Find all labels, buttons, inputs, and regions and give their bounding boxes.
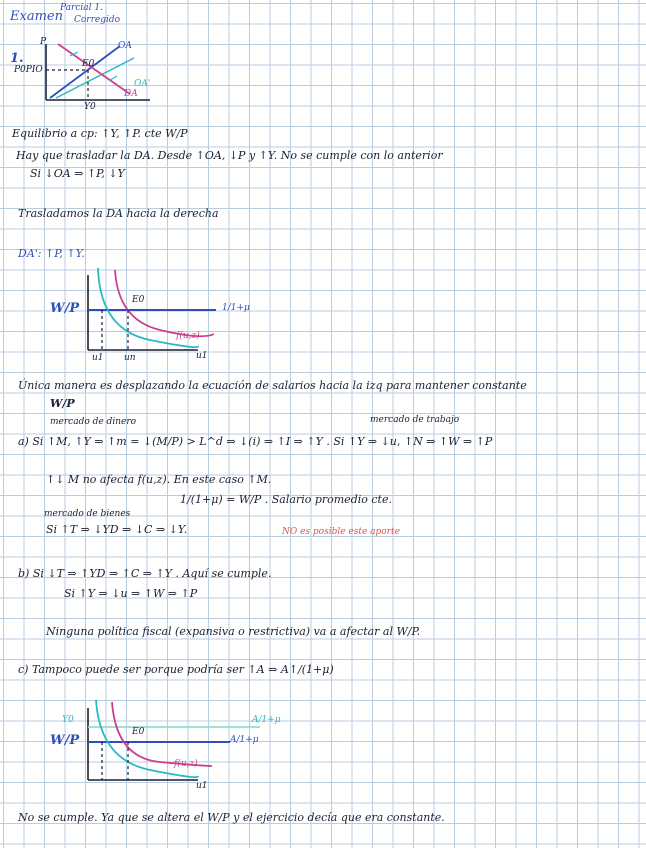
text-line-10: 1/(1+μ) = W/P . Salario promedio cte. <box>180 493 392 506</box>
graph2-wp: W/P <box>50 301 80 316</box>
wage-curve-pink <box>112 702 212 766</box>
header-subtitle-1: Parcial 1. <box>60 3 103 13</box>
da-line <box>58 41 132 94</box>
text-line-6: Única manera es desplazando la ecuación de salarios hacia la izq para mantener constante <box>18 379 527 392</box>
graph2-x2: un <box>124 353 136 363</box>
text-line-9: ↑↓ M no afecta f(u,z). En este caso ↑M. <box>46 473 272 486</box>
graph1-oa-prime: OA' <box>134 79 151 89</box>
text-line-16: c) Tampoco puede ser porque podría ser ↑A ⇒ A↑/(1+μ) <box>18 663 334 676</box>
text-line-17: No se cumple. Ya que se altera el W/P y el ejercicio decía que era constante. <box>18 811 445 824</box>
wage-curve-pink <box>115 270 214 336</box>
text-line-12-note: NO es posible este aporte <box>282 527 400 537</box>
text-line-6b: W/P <box>50 397 75 410</box>
text-line-3: Si ↓OA ⇒ ↑P, ↓Y <box>30 167 125 180</box>
text-line-5: DA': ↑P, ↑Y. <box>18 247 85 260</box>
text-line-12: Si ↑T ⇒ ↓YD ⇒ ↓C ⇒ ↓Y. <box>46 523 188 536</box>
question-number: 1. <box>10 51 24 66</box>
graph3-a-top: A/1+μ <box>252 715 281 725</box>
text-line-7a: mercado de dinero <box>50 417 137 427</box>
oa-line <box>50 46 120 98</box>
graph1-e0: E0 <box>82 59 95 69</box>
graph3-curve-low: f(u,z) <box>174 759 198 769</box>
graph2-x1: u1 <box>92 353 104 363</box>
graph1-y0: Y0 <box>84 102 96 112</box>
graph1-p0: P0PIO <box>14 65 43 75</box>
text-line-4: Trasladamos la DA hacia la derecha <box>18 207 219 220</box>
header-subtitle-2: Corregido <box>74 15 121 25</box>
text-line-13: b) Si ↓T ⇒ ↑YD ⇒ ↑C ⇒ ↑Y . Aquí se cumple. <box>18 567 272 580</box>
graph3-y0: Y0 <box>62 715 74 725</box>
text-line-1: Equilibrio a cp: ↑Y, ↑P. cte W/P <box>12 127 188 140</box>
graph2-axis: u1 <box>196 351 208 361</box>
graph3-a-label: A/1+μ <box>230 735 259 745</box>
graph1-p-label: P <box>40 37 47 47</box>
graph3-wp: W/P <box>50 733 80 748</box>
text-line-8: a) Si ↑M, ↑Y ⇒ ↑m = ↓(M/P) > L^d ⇒ ↓(i) ⇒ ↑I ⇒ ↑Y . Si ↑Y ⇒ ↓u, ↑N ⇒ ↑W ⇒ ↑P <box>18 435 493 448</box>
text-line-2: Hay que trasladar la DA. Desde ↑OA, ↓P y ↑Y. No se cumple con lo anterior <box>16 149 443 162</box>
header-title: Examen <box>10 9 63 24</box>
graph2-e0: E0 <box>132 295 145 305</box>
graph1-oa: OA <box>118 41 132 51</box>
graph1-da: DA <box>124 89 138 99</box>
graph3-e0: E0 <box>132 727 145 737</box>
text-line-11: mercado de bienes <box>44 509 131 519</box>
text-line-7b: mercado de trabajo <box>370 415 460 425</box>
graph2-curve-right: 1/1+μ <box>222 303 250 313</box>
text-line-14: Si ↑Y ⇒ ↓u ⇒ ↑W ⇒ ↑P <box>64 587 198 600</box>
graph3-axis: u1 <box>196 781 208 791</box>
graph2-curve-low: f(u,z) <box>176 331 200 341</box>
text-line-15: Ninguna política fiscal (expansiva o restrictiva) va a afectar al W/P. <box>46 625 421 638</box>
